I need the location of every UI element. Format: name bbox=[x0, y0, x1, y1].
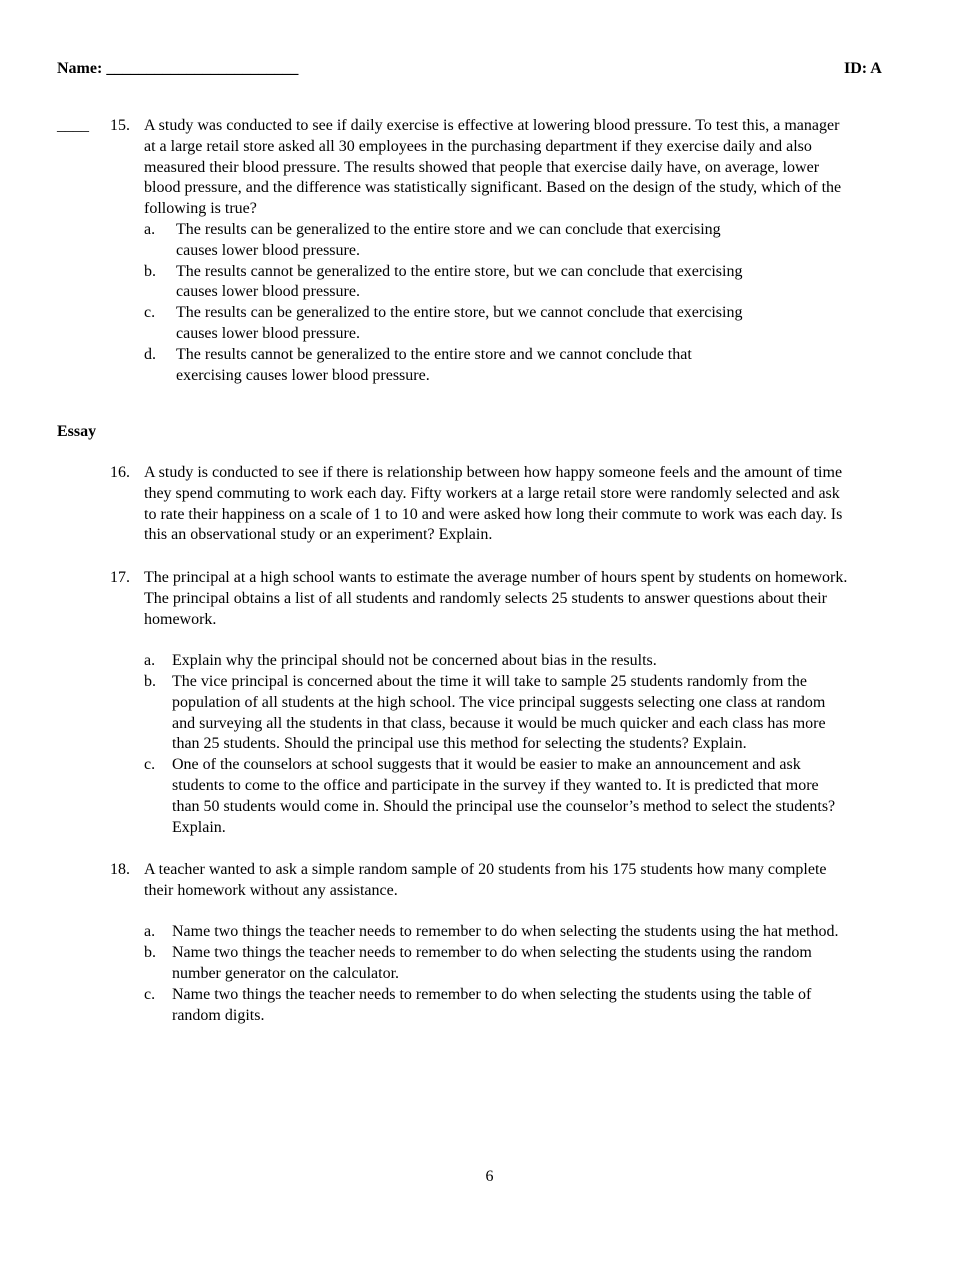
question-text-line: homework. bbox=[144, 610, 217, 628]
option-letter: d. bbox=[144, 345, 156, 363]
question-text-line: to rate their happiness on a scale of 1 to 10 and were asked how long their commute to work was each day. Is bbox=[144, 505, 843, 523]
option-letter: b. bbox=[144, 944, 156, 962]
question-part bbox=[0, 985, 979, 1027]
option-letter: c. bbox=[144, 756, 156, 774]
question-text-line: at a large retail store asked all 30 employees in the purchasing department if they exercise daily and also bbox=[144, 137, 812, 155]
option-text-line: population of all students at the high school. The vice principal suggests selecting one class at random bbox=[172, 693, 826, 711]
option-text-line: causes lower blood pressure. bbox=[176, 324, 360, 342]
section-heading-essay: Essay bbox=[57, 423, 97, 440]
question-15 bbox=[0, 116, 979, 386]
option-text-line: than 25 students. Should the principal use this method for selecting the students? Explain. bbox=[172, 735, 747, 753]
option-text-line: Explain why the principal should not be concerned about bias in the results. bbox=[172, 652, 657, 670]
answer-option bbox=[0, 303, 979, 345]
question-text-line: A study is conducted to see if there is relationship between how happy someone feels and the amount of time bbox=[144, 464, 843, 481]
question-text-line: blood pressure, and the difference was statistically significant. Based on the design of the study, which of the bbox=[144, 179, 842, 197]
option-letter: c. bbox=[144, 985, 156, 1003]
option-letter: c. bbox=[144, 304, 156, 322]
option-letter: b. bbox=[144, 262, 156, 280]
option-text-line: The results can be generalized to the entire store, but we cannot conclude that exercising bbox=[176, 304, 743, 322]
option-text-line: and surveying all the students in that class, because it would be much quicker and each class has more bbox=[172, 714, 826, 732]
option-letter: a. bbox=[144, 220, 156, 238]
question-text-line: this an observational study or an experiment? Explain. bbox=[144, 526, 493, 544]
option-text-line: causes lower blood pressure. bbox=[176, 241, 360, 259]
question-18 bbox=[0, 860, 979, 1026]
question-number: 15. bbox=[110, 117, 130, 134]
option-text-line: students to come to the office and participate in the survey if they wanted to. It is predicted that more bbox=[172, 776, 819, 794]
option-text-line: The results cannot be generalized to the entire store, but we can conclude that exercising bbox=[176, 262, 743, 280]
option-letter: b. bbox=[144, 672, 156, 690]
option-text-line: than 50 students would come in. Should the principal use the counselor’s method to select the students? bbox=[172, 797, 836, 815]
question-text-line: they spend commuting to work each day. Fifty workers at a large retail store were randomly selected and ask bbox=[144, 484, 840, 502]
question-number: 16. bbox=[110, 464, 130, 481]
question-body bbox=[0, 463, 979, 546]
option-text-line: number generator on the calculator. bbox=[172, 964, 400, 982]
id-label: ID: A bbox=[844, 60, 882, 77]
question-body bbox=[0, 116, 979, 386]
question-text-line: their homework without any assistance. bbox=[144, 881, 398, 899]
option-text-line: The results cannot be generalized to the entire store and we cannot conclude that bbox=[176, 345, 692, 363]
question-part bbox=[0, 651, 979, 672]
option-text-line: Explain. bbox=[172, 818, 226, 836]
question-text-line: measured their blood pressure. The results showed that people that exercise daily have, on average, lower bbox=[144, 158, 820, 176]
option-text-line: The results can be generalized to the entire store and we can conclude that exercising bbox=[176, 220, 721, 238]
spacer bbox=[0, 630, 979, 651]
question-number: 17. bbox=[110, 569, 130, 586]
question-17 bbox=[0, 568, 979, 838]
question-text-line: A teacher wanted to ask a simple random sample of 20 students from his 175 students how many complete bbox=[144, 861, 827, 878]
question-text-line: The principal at a high school wants to estimate the average number of hours spent by students on homework. bbox=[144, 569, 848, 586]
option-text-line: One of the counselors at school suggests that it would be easier to make an announcement and ask bbox=[172, 756, 801, 774]
answer-blank: ____ bbox=[57, 117, 89, 134]
option-text-line: Name two things the teacher needs to remember to do when selecting the students using the hat method. bbox=[172, 923, 839, 941]
option-letter: a. bbox=[144, 923, 156, 941]
question-part bbox=[0, 943, 979, 985]
question-body bbox=[0, 568, 979, 838]
name-field-label: Name: ________________________ bbox=[57, 60, 299, 77]
question-text-line: A study was conducted to see if daily exercise is effective at lowering blood pressure. To test this, a manager bbox=[144, 117, 840, 134]
question-16 bbox=[0, 463, 979, 546]
question-number: 18. bbox=[110, 861, 130, 878]
option-text-line: Name two things the teacher needs to remember to do when selecting the students using the random bbox=[172, 944, 812, 962]
question-text-line: following is true? bbox=[144, 200, 257, 218]
answer-option bbox=[0, 345, 979, 387]
answer-option bbox=[0, 220, 979, 262]
question-part bbox=[0, 922, 979, 943]
question-text-line: The principal obtains a list of all students and randomly selects 25 students to answer questions about their bbox=[144, 589, 827, 607]
page-number: 6 bbox=[485, 1168, 494, 1185]
spacer bbox=[0, 902, 979, 923]
question-part bbox=[0, 755, 979, 838]
answer-option bbox=[0, 262, 979, 304]
option-text-line: random digits. bbox=[172, 1006, 265, 1024]
option-text-line: exercising causes lower blood pressure. bbox=[176, 366, 430, 384]
option-text-line: The vice principal is concerned about the time it will take to sample 25 students randomly from the bbox=[172, 672, 807, 690]
option-text-line: causes lower blood pressure. bbox=[176, 283, 360, 301]
question-part bbox=[0, 672, 979, 755]
option-letter: a. bbox=[144, 652, 156, 670]
option-text-line: Name two things the teacher needs to remember to do when selecting the students using the table of bbox=[172, 985, 812, 1003]
question-body bbox=[0, 860, 979, 1026]
